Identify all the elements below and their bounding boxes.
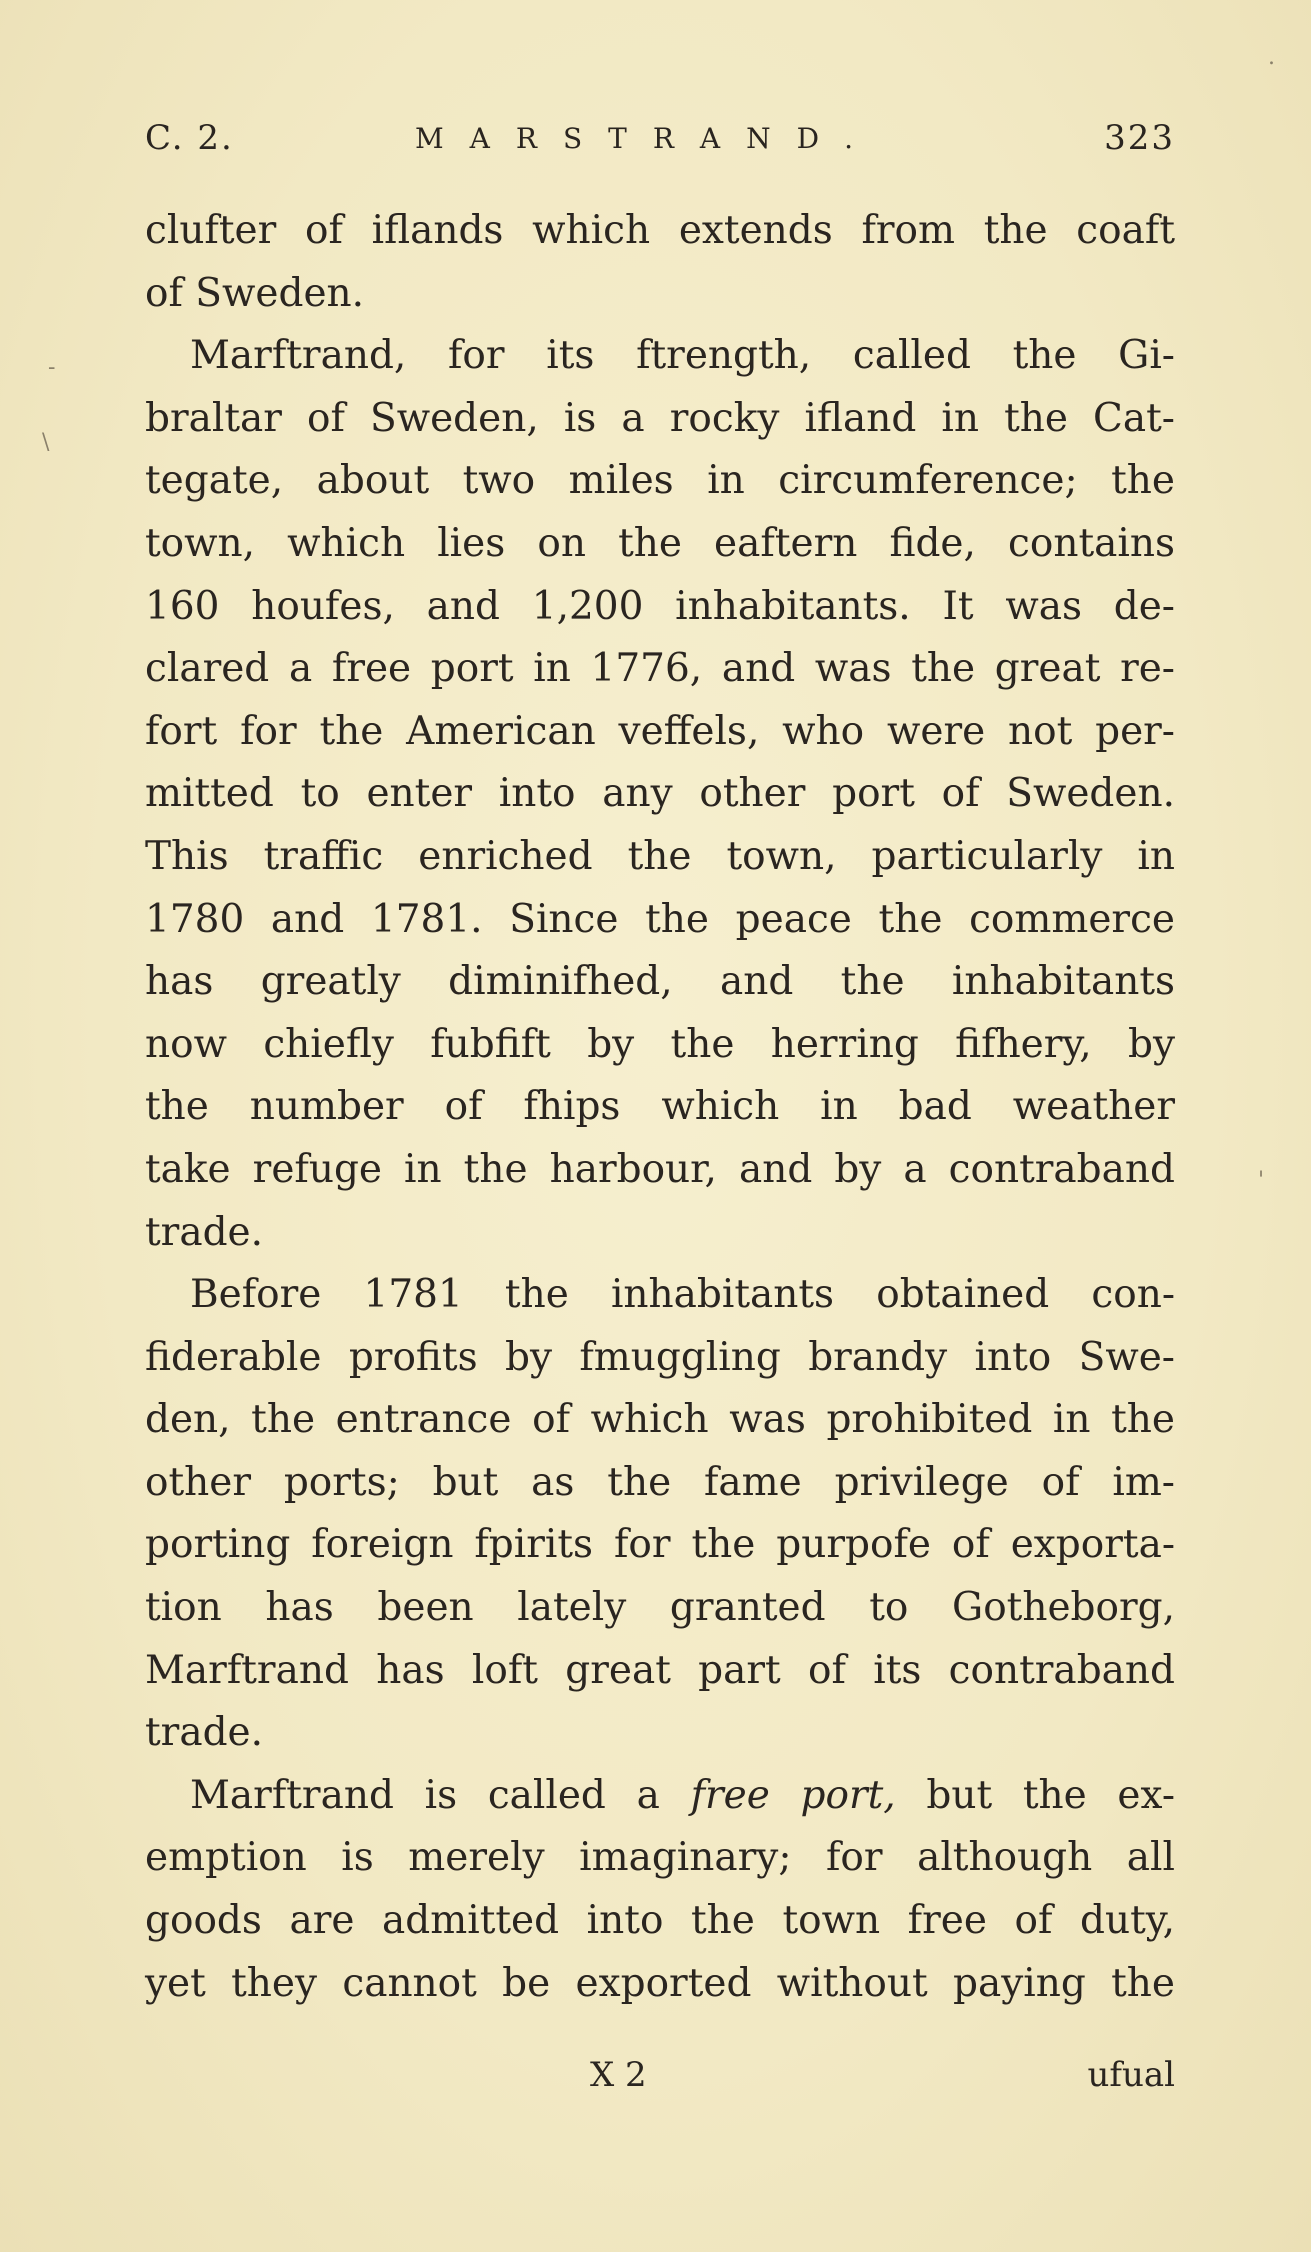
text-line (145, 1765, 1175, 1828)
text-segment: other ports; but as the fame privilege of im- (145, 1459, 1175, 1505)
text-segment: of Sweden. (145, 270, 365, 316)
text-segment: goods are admitted into the town free of duty, (145, 1898, 1175, 1944)
text-line (145, 889, 1175, 952)
text-line (145, 951, 1175, 1014)
body-text (145, 200, 1175, 2015)
text-line (145, 1076, 1175, 1139)
text-segment: now chiefly fubfift by the herring fifhery, by (145, 1021, 1175, 1067)
text-segment: yet they cannot be exported without paying the (145, 1960, 1175, 2006)
text-segment: fiderable profits by fmuggling brandy into Swe- (145, 1334, 1175, 1380)
text-segment: trade. (145, 1209, 264, 1255)
page-number: 323 (1104, 118, 1175, 158)
text-line (145, 388, 1175, 451)
text-line (145, 826, 1175, 889)
text-line (145, 1890, 1175, 1953)
text-line (145, 200, 1175, 263)
text-segment: take refuge in the harbour, and by a contraband (145, 1146, 1175, 1192)
text-segment: Marftrand has loft great part of its contraband (145, 1647, 1175, 1693)
catchword: ufual (1087, 2055, 1175, 2095)
text-line (145, 1264, 1175, 1327)
page-footer (145, 2055, 1175, 2105)
print-speck: ' (1258, 1168, 1265, 1193)
text-line (145, 450, 1175, 513)
text-line (145, 1640, 1175, 1703)
text-line (145, 1827, 1175, 1890)
text-segment: braltar of Sweden, is a rocky ifland in the Cat- (145, 395, 1175, 441)
signature-mark: X 2 (590, 2055, 647, 2095)
text-segment: tion has been lately granted to Gotheborg, (145, 1585, 1175, 1631)
text-line (145, 1953, 1175, 2016)
print-speck: . (1268, 45, 1275, 70)
text-line (145, 325, 1175, 388)
text-segment: 1780 and 1781. Since the peace the commerce (145, 896, 1175, 942)
text-segment: This traffic enriched the town, particularly in (145, 833, 1175, 879)
text-segment: fort for the American veffels, who were not per- (145, 708, 1175, 754)
text-line (145, 1139, 1175, 1202)
italic-phrase: free port, (690, 1772, 896, 1818)
text-segment: emption is merely imaginary; for although all (145, 1835, 1175, 1881)
text-segment: 160 houfes, and 1,200 inhabitants. It was de- (145, 583, 1175, 629)
text-segment: porting foreign fpirits for the purpofe of exporta- (145, 1522, 1175, 1568)
text-line (145, 1202, 1175, 1265)
text-segment: but the ex- (895, 1772, 1176, 1818)
print-speck: \ (42, 430, 50, 455)
text-line (145, 1452, 1175, 1515)
text-line (145, 701, 1175, 764)
running-head (145, 118, 1175, 168)
text-segment: clared a free port in 1776, and was the great re- (145, 646, 1175, 692)
text-line (145, 1327, 1175, 1390)
text-line (145, 1014, 1175, 1077)
text-line (145, 763, 1175, 826)
text-line (145, 1514, 1175, 1577)
text-line (145, 1577, 1175, 1640)
text-line (145, 1389, 1175, 1452)
print-speck: - (48, 355, 56, 380)
text-line (145, 263, 1175, 326)
text-line (145, 513, 1175, 576)
text-segment: clufter of iflands which extends from the coaft (145, 208, 1175, 253)
text-line (145, 576, 1175, 639)
text-segment: mitted to enter into any other port of Sweden. (145, 771, 1175, 817)
text-segment: tegate, about two miles in circumference; the (145, 458, 1175, 504)
text-segment: has greatly diminifhed, and the inhabitants (145, 959, 1175, 1005)
text-segment: Marftrand, for its ftrength, called the Gi- (190, 333, 1175, 379)
text-line (145, 1702, 1175, 1765)
chapter-section-marker: C. 2. (145, 118, 234, 158)
text-segment: trade. (145, 1710, 264, 1756)
running-title: MARSTRAND. (415, 122, 879, 155)
text-segment: town, which lies on the eaftern fide, contains (145, 520, 1175, 566)
text-segment: Before 1781 the inhabitants obtained con- (190, 1272, 1175, 1318)
text-line (145, 638, 1175, 701)
text-segment: Marftrand is called a (190, 1772, 691, 1818)
text-segment: den, the entrance of which was prohibited in the (145, 1397, 1175, 1443)
text-segment: the number of fhips which in bad weather (145, 1084, 1175, 1130)
